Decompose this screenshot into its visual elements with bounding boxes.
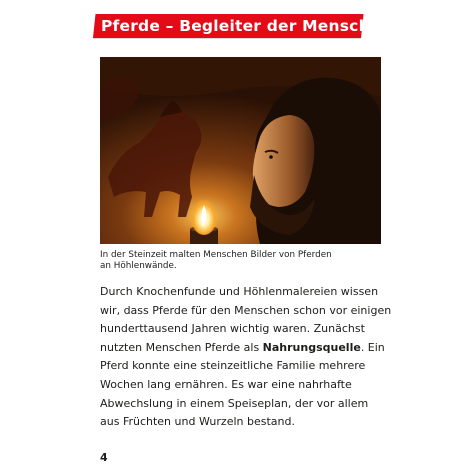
highlighted-term: Nahrungsquelle xyxy=(262,340,361,354)
page-number: 4 xyxy=(100,451,108,464)
body-paragraph xyxy=(100,283,400,432)
paragraph-line: aus Früchten und Wurzeln bestand. xyxy=(100,415,295,429)
paragraph-line: Pferd konnte eine steinzeitliche Familie mehrere xyxy=(100,359,366,373)
paragraph-line: Wochen lang ernähren. Es war eine nahrhafte xyxy=(100,377,352,391)
paragraph-line xyxy=(100,339,400,358)
cave-painting-illustration xyxy=(100,57,381,244)
figure-caption xyxy=(100,250,390,272)
caption-line: In der Steinzeit malten Menschen Bilder von Pferden xyxy=(100,250,332,260)
page-title: Pferde – Begleiter der Menschen xyxy=(101,17,392,35)
paragraph-line: Durch Knochenfunde und Höhlenmalereien wissen xyxy=(100,285,379,298)
paragraph-text: . Ein xyxy=(360,340,385,354)
caption-line: an Höhlenwände. xyxy=(100,261,177,271)
illustration-svg xyxy=(100,57,381,244)
paragraph-text: nutzten Menschen Pferde als xyxy=(100,340,263,354)
paragraph-line: Abwechslung in einem Speiseplan, der vor allem xyxy=(100,396,369,410)
paragraph-line: hunderttausend Jahren wichtig waren. Zunächst xyxy=(100,322,365,336)
paragraph-line: wir, dass Pferde für den Menschen schon vor einigen xyxy=(100,303,392,317)
candle-icon xyxy=(190,195,218,244)
